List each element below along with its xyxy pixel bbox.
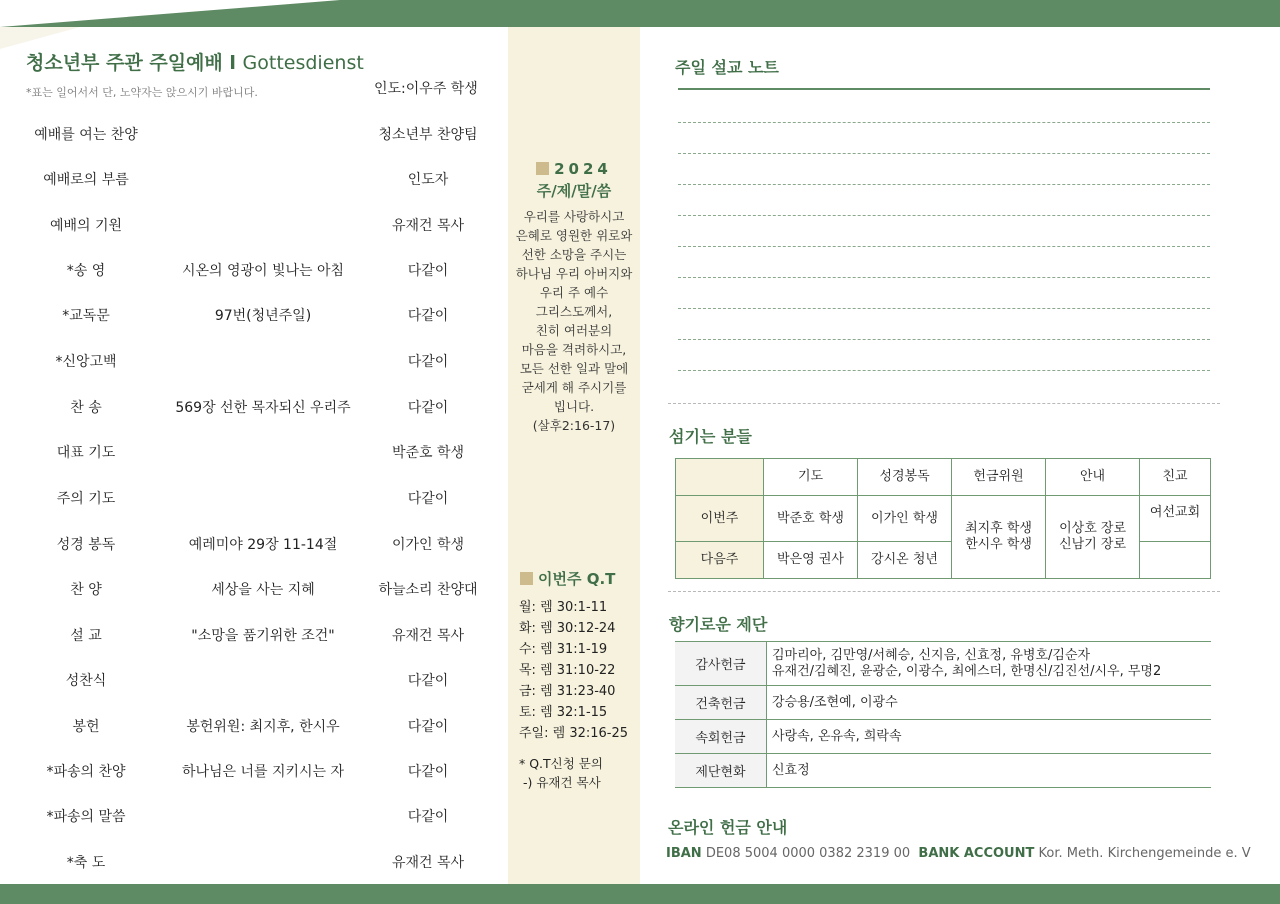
qt-day: 주일: 렘 32:16-25 — [519, 726, 629, 741]
order-person: 인도자 — [407, 172, 449, 188]
account-label: BANK ACCOUNT — [918, 846, 1035, 861]
order-item: *축 도 — [66, 855, 106, 871]
order-person: 다같이 — [407, 764, 449, 780]
qt-day: 금: 렘 31:23-40 — [519, 684, 616, 699]
note-line — [678, 246, 1210, 247]
next-week-prayer: 박은영 권사 — [764, 542, 858, 579]
order-content: 시온의 영광이 빛나는 아침 — [181, 263, 345, 279]
offering-committee: 최지후 학생 한시우 학생 — [952, 496, 1046, 579]
service-leader: 인도:이우주 학생 — [374, 81, 478, 97]
note-line — [678, 184, 1210, 185]
iban-number: DE08 5004 0000 0382 2319 00 — [705, 846, 911, 861]
order-person: 다같이 — [407, 400, 449, 416]
order-row — [0, 305, 505, 327]
offering-row — [675, 754, 1211, 788]
note-line — [678, 277, 1210, 278]
note-line — [678, 308, 1210, 309]
offering-label: 감사헌금 — [675, 642, 767, 686]
servers-header: 친교 — [1140, 459, 1211, 496]
online-giving-title: 온라인 헌금 안내 — [668, 818, 788, 837]
qt-day: 토: 렘 32:1-15 — [519, 705, 608, 720]
this-week-reading: 이가인 학생 — [858, 496, 952, 542]
order-row — [0, 260, 505, 282]
offering-row — [675, 642, 1211, 686]
order-item: *송 영 — [66, 263, 106, 279]
order-item: 대표 기도 — [56, 445, 116, 461]
order-row — [0, 625, 505, 647]
order-row — [0, 397, 505, 419]
order-item: *신앙고백 — [55, 354, 117, 370]
theme-title: 주/제/말/씀 — [536, 182, 612, 200]
order-person: 이가인 학생 — [391, 537, 465, 553]
order-item: 성찬식 — [65, 673, 107, 689]
order-person: 다같이 — [407, 263, 449, 279]
order-content: 하나님은 너를 지키시는 자 — [181, 764, 345, 780]
qt-day: 목: 렘 31:10-22 — [519, 663, 616, 678]
top-banner-accent — [0, 27, 80, 49]
sermon-notes-title: 주일 설교 노트 — [675, 58, 779, 77]
order-row — [0, 124, 505, 146]
servers-title: 섬기는 분들 — [669, 427, 752, 446]
order-item: 성경 봉독 — [56, 537, 116, 553]
order-content: 예레미야 29장 11-14절 — [188, 537, 338, 553]
sermon-notes-rule — [678, 88, 1210, 90]
order-item: 봉헌 — [72, 719, 100, 735]
order-row — [0, 442, 505, 464]
qt-contact-note: * Q.T신청 문의 -) 유재건 목사 — [519, 756, 603, 790]
this-week-prayer: 박준호 학생 — [764, 496, 858, 542]
note-line — [678, 215, 1210, 216]
order-row — [0, 169, 505, 191]
fellowship-team: 여선교회 — [1140, 496, 1211, 542]
offering-names: 신효정 — [767, 754, 1212, 788]
offering-names: 김마리아, 김만영/서혜승, 신지음, 신효정, 유병호/김순자 유재건/김혜진, 윤광순, 이광수, 최에스더, 한명신/김진선/시우, 무명2 — [767, 642, 1212, 686]
note-line — [678, 370, 1210, 371]
order-content: 97번(청년주일) — [214, 308, 312, 324]
order-person: 하늘소리 찬양대 — [378, 582, 478, 598]
order-row — [0, 806, 505, 828]
note-line — [678, 122, 1210, 123]
order-person: 다같이 — [407, 308, 449, 324]
order-content: 세상을 사는 지혜 — [211, 582, 315, 598]
qt-day: 수: 렘 31:1-19 — [519, 642, 608, 657]
order-row — [0, 488, 505, 510]
order-person: 다같이 — [407, 673, 449, 689]
order-item: *파송의 찬양 — [46, 764, 126, 780]
order-row — [0, 716, 505, 738]
order-item: 예배의 기원 — [49, 218, 123, 234]
note-line — [678, 153, 1210, 154]
offering-names: 사랑속, 온유속, 희락속 — [767, 720, 1212, 754]
section-divider — [668, 403, 1220, 404]
offering-label: 건축헌금 — [675, 686, 767, 720]
order-item: 예배로의 부름 — [43, 172, 129, 188]
next-week-fellowship — [1140, 542, 1211, 579]
order-row — [0, 351, 505, 373]
order-item: 주의 기도 — [56, 491, 116, 507]
servers-header: 안내 — [1046, 459, 1140, 496]
order-item: 설 교 — [70, 628, 102, 644]
servers-this-week-row — [676, 496, 1211, 542]
top-banner-cut — [0, 0, 340, 27]
order-item: *교독문 — [62, 308, 110, 324]
order-person: 유재건 목사 — [391, 855, 465, 871]
square-bullet-icon — [536, 162, 549, 175]
servers-table — [675, 458, 1211, 579]
order-person: 박준호 학생 — [391, 445, 465, 461]
square-bullet-icon — [520, 572, 533, 585]
order-person: 다같이 — [407, 719, 449, 735]
order-item: *파송의 말씀 — [46, 809, 126, 825]
qt-day: 월: 렘 30:1-11 — [519, 600, 608, 615]
order-person: 다같이 — [407, 354, 449, 370]
next-week-reading: 강시온 청년 — [858, 542, 952, 579]
order-row — [0, 761, 505, 783]
account-name: Kor. Meth. Kirchengemeinde e. V — [1038, 846, 1251, 861]
servers-header: 성경봉독 — [858, 459, 952, 496]
bottom-banner — [0, 884, 1280, 904]
servers-header: 기도 — [764, 459, 858, 496]
order-row — [0, 534, 505, 556]
order-content: 봉헌위원: 최지후, 한시우 — [186, 719, 340, 735]
offerings-title: 향기로운 제단 — [669, 615, 768, 634]
order-person: 유재건 목사 — [391, 628, 465, 644]
order-item: 찬 양 — [70, 582, 102, 598]
order-content: 569장 선한 목자되신 우리주 — [175, 400, 351, 416]
order-row — [0, 670, 505, 692]
offering-row — [675, 720, 1211, 754]
offering-row — [675, 686, 1211, 720]
servers-header-row — [676, 459, 1211, 496]
order-person: 다같이 — [407, 491, 449, 507]
note-line — [678, 339, 1210, 340]
iban-label: IBAN — [666, 846, 702, 861]
this-week-label: 이번주 — [676, 496, 764, 542]
section-divider — [668, 591, 1220, 592]
servers-header: 헌금위원 — [952, 459, 1046, 496]
offerings-table — [675, 641, 1211, 788]
order-row — [0, 852, 505, 874]
service-title: 청소년부 주관 주일예배 l Gottesdienst — [26, 52, 364, 74]
usher-team: 이상호 장로 신남기 장로 — [1046, 496, 1140, 579]
offering-label: 속회헌금 — [675, 720, 767, 754]
order-person: 유재건 목사 — [391, 218, 465, 234]
qt-heading: 이번주 Q.T — [520, 568, 615, 589]
order-person: 청소년부 찬양팀 — [378, 127, 478, 143]
order-content: "소망을 품기위한 조건" — [191, 628, 335, 644]
order-item: 찬 송 — [70, 400, 102, 416]
order-person: 다같이 — [407, 809, 449, 825]
order-row — [0, 579, 505, 601]
order-item: 예배를 여는 찬양 — [34, 127, 138, 143]
offering-names: 강승용/조현예, 이광수 — [767, 686, 1212, 720]
service-note: *표는 일어서서 단, 노약자는 앉으시기 바랍니다. — [26, 86, 258, 99]
servers-corner-cell — [676, 459, 764, 496]
theme-verse: 우리를 사랑하시고 은혜로 영원한 위로와 선한 소망을 주시는 하나님 우리 아버지와 우리 주 예수 그리스도께서, 친히 여러분의 마음을 격려하시고, 모든 선한 일과 말에 굳세게 해 주시기를 빕니다. (살후2:16-17) — [515, 209, 633, 433]
offering-label: 제단현화 — [675, 754, 767, 788]
qt-day: 화: 렘 30:12-24 — [519, 621, 616, 636]
qt-list — [519, 597, 628, 744]
bank-details — [666, 846, 1251, 861]
order-row — [0, 215, 505, 237]
next-week-label: 다음주 — [676, 542, 764, 579]
theme-heading: 2024 주/제/말/씀 — [508, 158, 640, 202]
